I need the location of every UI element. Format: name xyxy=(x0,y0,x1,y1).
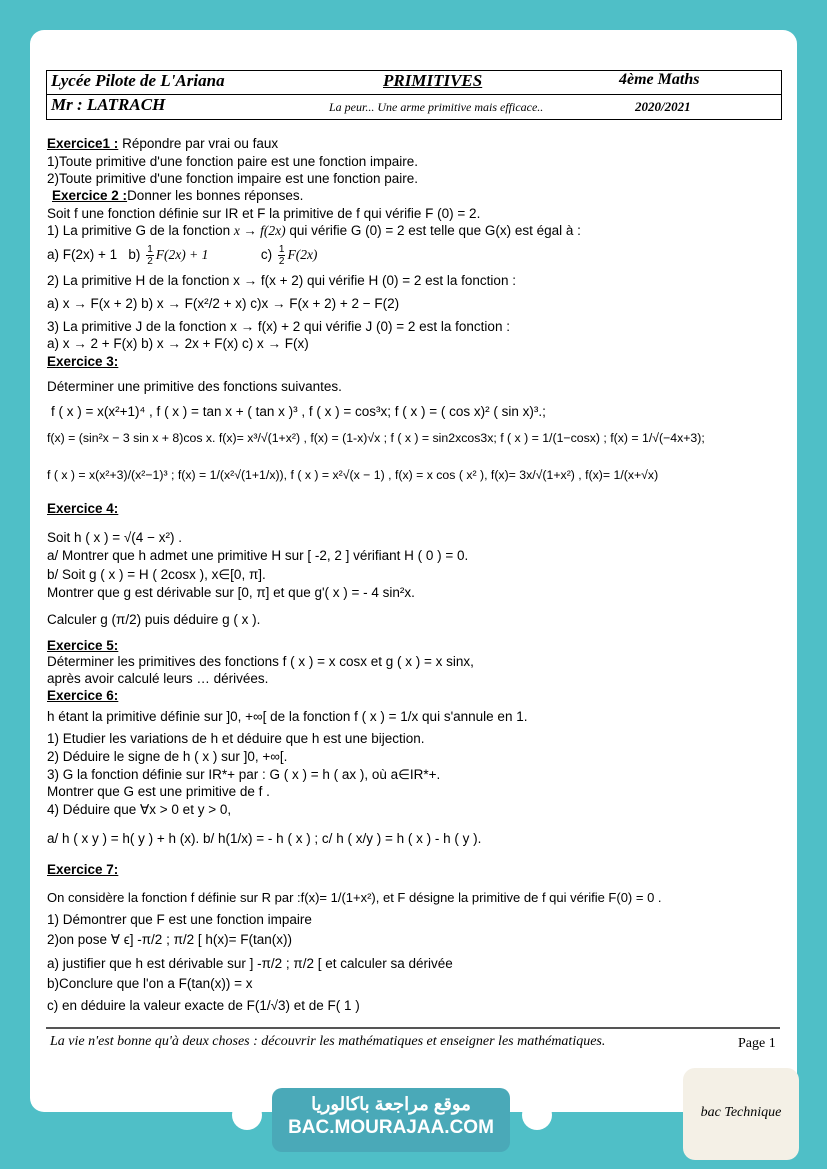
exercise-2-q3: 3) La primitive J de la fonction x → f(x) + 2 qui vérifie J (0) = 2 est la fonction : xyxy=(47,319,510,334)
motto: La peur... Une arme primitive mais efficace.. xyxy=(329,100,544,114)
exercise-6-line-4: 3) G la fonction définie sur IR*+ par : G ( x ) = h ( ax ), où a∈IR*+. xyxy=(47,767,441,782)
document-title: PRIMITIVES xyxy=(383,71,483,90)
exercise-3-line-1: f ( x ) = x(x²+1)⁴ , f ( x ) = tan x + ( tan x )³ , f ( x ) = cos³x; f ( x ) = ( cos x)² ( sin x)³.; xyxy=(51,404,546,419)
exercise-5-heading: Exercice 5: xyxy=(47,638,119,653)
exercise-2-q1: 1) La primitive G de la fonction x → f(2x) qui vérifie G (0) = 2 est telle que G(x) est égal à : xyxy=(47,223,581,238)
class-level: 4ème Maths xyxy=(619,71,700,88)
exercise-7-line-3: 2)on pose ∀ ϵ] -π/2 ; π/2 [ h(x)= F(tan(x)) xyxy=(47,932,293,947)
exercise-4-line-1: Soit h ( x ) = √(4 − x²) . xyxy=(47,530,182,545)
exercise-7-line-6: c) en déduire la valeur exacte de F(1/√3) et de F( 1 ) xyxy=(47,998,360,1013)
exercise-7-line-1: On considère la fonction f définie sur R par :f(x)= 1/(1+x²), et F désigne la primitive de f qui vérifie F(0) = 0 . xyxy=(47,890,662,905)
exercise-4-heading: Exercice 4: xyxy=(47,501,119,516)
exercise-7-line-5: b)Conclure que l'on a F(tan(x)) = x xyxy=(47,976,253,991)
exercise-6-line-2: 1) Etudier les variations de h et déduire que h est une bijection. xyxy=(47,731,425,746)
exercise-6-line-5: Montrer que G est une primitive de f . xyxy=(47,784,270,799)
document-header xyxy=(46,70,782,120)
exercise-1-q1: 1)Toute primitive d'une fonction paire est une fonction impaire. xyxy=(47,154,419,169)
exercise-2-q1-answers: a) F(2x) + 1 b) $\frac{1}{2}$ F(2x) + 1 c) $\frac{1}{2}$ F(2x) xyxy=(47,244,318,267)
exercise-2-definition: Soit f une fonction définie sur IR et F la primitive de f qui vérifie F (0) = 2. xyxy=(47,206,481,221)
site-banner[interactable] xyxy=(272,1088,510,1152)
footer-quote: La vie n'est bonne qu'à deux choses : découvrir les mathématiques et enseigner les mathématiques. xyxy=(50,1034,606,1049)
exercise-6-line-3: 2) Déduire le signe de h ( x ) sur ]0, +∞[. xyxy=(47,749,288,764)
exercise-2-q3-answers: a) x → 2 + F(x) b) x → 2x + F(x) c) x → F(x) xyxy=(47,336,309,351)
exercise-4-line-3: b/ Soit g ( x ) = H ( 2cosx ), x∈[0, π]. xyxy=(47,567,266,582)
school-name: Lycée Pilote de L'Ariana xyxy=(51,71,225,90)
school-year: 2020/2021 xyxy=(635,99,691,114)
exercise-6-line-6: 4) Déduire que ∀x > 0 et y > 0, xyxy=(47,802,232,817)
exercise-1-heading: Exercice1 : Répondre par vrai ou faux xyxy=(47,136,279,151)
exercise-1-q2: 2)Toute primitive d'une fonction impaire est une fonction paire. xyxy=(47,171,419,186)
exercise-7-line-2: 1) Démontrer que F est une fonction impaire xyxy=(47,912,312,927)
bac-technique-stamp: bac Technique xyxy=(683,1068,799,1160)
exercise-2-q2: 2) La primitive H de la fonction x → f(x + 2) qui vérifie H (0) = 2 est la fonction : xyxy=(47,273,516,288)
exercise-5-line-1: Déterminer les primitives des fonctions f ( x ) = x cosx et g ( x ) = x sinx, xyxy=(47,654,474,669)
exercise-3-intro: Déterminer une primitive des fonctions suivantes. xyxy=(47,379,342,394)
footer-divider xyxy=(46,1027,780,1029)
exercise-3-heading: Exercice 3: xyxy=(47,354,119,369)
banner-site-url[interactable]: BAC.MOURAJAA.COM xyxy=(288,1117,494,1138)
exercise-4-line-5: Calculer g (π/2) puis déduire g ( x ). xyxy=(47,612,261,627)
banner-arabic-text: موقع مراجعة باكالوريا xyxy=(311,1094,471,1114)
exercise-7-heading: Exercice 7: xyxy=(47,862,119,877)
teacher-name: Mr : LATRACH xyxy=(51,95,166,114)
right-logo-icon xyxy=(522,1100,552,1130)
exercise-6-heading: Exercice 6: xyxy=(47,688,119,703)
exercise-3-line-3: f ( x ) = x(x²+3)/(x²−1)³ ; f(x) = 1/(x²√(1+1/x)), f ( x ) = x²√(x − 1) , f(x) = x cos ( x² ), f(x)= 3x/√(1+x²) , f(x)= 1/(x+√x) xyxy=(47,468,659,482)
exercise-2-q2-answers: a) x → F(x + 2) b) x → F(x²/2 + x) c)x → F(x + 2) + 2 − F(2) xyxy=(47,296,400,311)
exercise-4-line-4: Montrer que g est dérivable sur [0, π] et que g'( x ) = - 4 sin²x. xyxy=(47,585,415,600)
exercise-3-line-2: f(x) = (sin²x − 3 sin x + 8)cos x. f(x)= x³/√(1+x²) , f(x) = (1-x)√x ; f ( x ) = sin2xcos3x; f ( x ) = 1/(1−cosx) ; f(x) = 1/√(−4x+3); xyxy=(47,431,705,445)
exercise-4-line-2: a/ Montrer que h admet une primitive H sur [ -2, 2 ] vérifiant H ( 0 ) = 0. xyxy=(47,548,469,563)
left-logo-icon xyxy=(232,1100,262,1130)
exercise-7-line-4: a) justifier que h est dérivable sur ] -π/2 ; π/2 [ et calculer sa dérivée xyxy=(47,956,453,971)
exercise-6-line-1: h étant la primitive définie sur ]0, +∞[ de la fonction f ( x ) = 1/x qui s'annule en 1. xyxy=(47,709,528,724)
page-number: Page 1 xyxy=(738,1036,776,1051)
exercise-5-line-2: après avoir calculé leurs … dérivées. xyxy=(47,671,269,686)
exercise-2-heading: Exercice 2 :Donner les bonnes réponses. xyxy=(52,188,304,203)
exercise-6-line-7: a/ h ( x y ) = h( y ) + h (x). b/ h(1/x) = - h ( x ) ; c/ h ( x/y ) = h ( x ) - h ( y ). xyxy=(47,831,482,846)
